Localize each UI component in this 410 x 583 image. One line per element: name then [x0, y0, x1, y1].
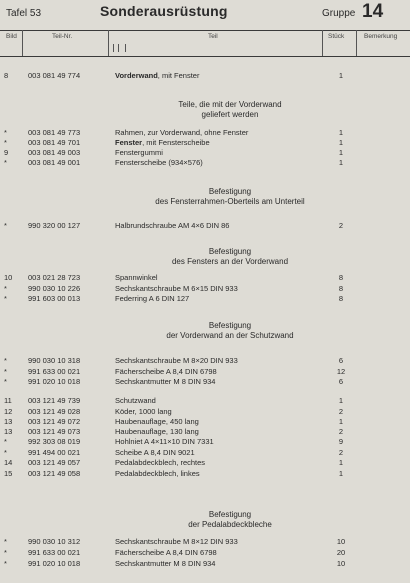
- teil-nr-cell: 003 121 49 739: [28, 396, 81, 405]
- teil-cell: Sechskantschraube M 8×20 DIN 933: [115, 356, 238, 365]
- table-row: [0, 427, 410, 437]
- column-divider: [22, 30, 23, 56]
- teil-nr-cell: 003 121 49 058: [28, 469, 81, 478]
- teil-cell: Fächerscheibe A 8,4 DIN 6798: [115, 548, 217, 557]
- table-row: [0, 437, 410, 447]
- bild-cell: *: [4, 294, 7, 303]
- teil-cell: Fenstergummi: [115, 148, 163, 157]
- section-heading-line: Befestigung: [208, 187, 252, 196]
- teil-nr-cell: 003 121 49 057: [28, 458, 81, 467]
- table-row: [0, 71, 410, 81]
- teil-cell: Pedalabdeckblech, linkes: [115, 469, 200, 478]
- teil-cell: Haubenauflage, 130 lang: [115, 427, 199, 436]
- page-header: [0, 0, 410, 30]
- teil-cell: Vorderwand, mit Fenster: [115, 71, 200, 80]
- column-header-teil-nr: Teil-Nr.: [52, 33, 73, 40]
- section-heading-line: des Fensters an der Vorderwand: [171, 257, 289, 266]
- bild-cell: 15: [4, 469, 13, 478]
- teil-cell: Spannwinkel: [115, 273, 158, 282]
- teil-nr-cell: 990 030 10 318: [28, 356, 81, 365]
- tafel-label: Tafel 53: [6, 8, 42, 19]
- section-heading-line: der Vorderwand an der Schutzwand: [166, 331, 294, 340]
- stueck-cell: 6: [338, 377, 344, 386]
- stueck-cell: 2: [338, 448, 344, 457]
- teil-cell: Scheibe A 8,4 DIN 9021: [115, 448, 195, 457]
- teil-nr-cell: 003 121 49 073: [28, 427, 81, 436]
- section-heading: [110, 100, 350, 120]
- bild-cell: 10: [4, 273, 13, 282]
- gruppe-number: 14: [362, 1, 384, 22]
- column-header-rule: [0, 56, 410, 57]
- section-heading-line: Befestigung: [208, 247, 252, 256]
- stueck-cell: 1: [338, 71, 344, 80]
- stueck-cell: 1: [338, 158, 344, 167]
- bild-cell: *: [4, 284, 7, 293]
- teil-nr-cell: 003 121 49 028: [28, 407, 81, 416]
- section-heading-line: Teile, die mit der Vorderwand: [178, 100, 282, 109]
- teil-cell: Federring A 6 DIN 127: [115, 294, 190, 303]
- stueck-cell: 1: [338, 138, 344, 147]
- teil-cell: Fenster, mit Fensterscheibe: [115, 138, 210, 147]
- teil-nr-cell: 003 081 49 701: [28, 138, 81, 147]
- bild-cell: 14: [4, 458, 13, 467]
- column-divider: [322, 30, 323, 56]
- table-row: [0, 356, 410, 366]
- teil-nr-cell: 991 494 00 021: [28, 448, 81, 457]
- bild-cell: 13: [4, 417, 13, 426]
- table-row: [0, 158, 410, 168]
- section-heading: [110, 321, 350, 341]
- column-divider: [356, 30, 357, 56]
- table-row: [0, 559, 410, 569]
- teil-nr-cell: 991 020 10 018: [28, 377, 81, 386]
- table-row: [0, 469, 410, 479]
- table-row: [0, 458, 410, 468]
- stueck-cell: 2: [338, 221, 344, 230]
- teil-nr-cell: 991 633 00 021: [28, 548, 81, 557]
- teil-cell: Halbrundschraube AM 4×6 DIN 86: [115, 221, 230, 230]
- teil-cell: Schutzwand: [115, 396, 156, 405]
- teil-name-bold: Fenster: [115, 138, 143, 147]
- table-row: [0, 273, 410, 283]
- teil-nr-cell: 003 081 49 003: [28, 148, 81, 157]
- teil-cell: Fensterscheibe (934×576): [115, 158, 203, 167]
- table-row: [0, 417, 410, 427]
- table-row: [0, 548, 410, 558]
- table-row: [0, 138, 410, 148]
- table-row: [0, 448, 410, 458]
- table-row: [0, 128, 410, 138]
- teil-cell: Sechskantschraube M 6×15 DIN 933: [115, 284, 238, 293]
- table-row: [0, 148, 410, 158]
- section-heading-line: Befestigung: [208, 321, 252, 330]
- teil-nr-cell: 991 020 10 018: [28, 559, 81, 568]
- table-row: [0, 537, 410, 547]
- stueck-cell: 1: [338, 458, 344, 467]
- bild-cell: 12: [4, 407, 13, 416]
- table-row: [0, 396, 410, 406]
- section-heading-line: geliefert werden: [201, 110, 259, 119]
- teil-nr-cell: 992 303 08 019: [28, 437, 81, 446]
- teil-cell: Hohlniet A 4×11×10 DIN 7331: [115, 437, 214, 446]
- bild-cell: *: [4, 138, 7, 147]
- bild-cell: *: [4, 437, 7, 446]
- table-row: [0, 294, 410, 304]
- teil-nr-cell: 990 320 00 127: [28, 221, 81, 230]
- stueck-cell: 1: [338, 417, 344, 426]
- stueck-cell: 1: [338, 469, 344, 478]
- bild-cell: 11: [4, 396, 12, 405]
- stueck-cell: 10: [336, 559, 346, 568]
- column-header-teil: Teil: [208, 33, 218, 40]
- stueck-cell: 20: [336, 548, 346, 557]
- teil-nr-cell: 003 021 28 723: [28, 273, 81, 282]
- bild-cell: *: [4, 377, 7, 386]
- teil-nr-cell: 003 121 49 072: [28, 417, 81, 426]
- bild-cell: *: [4, 128, 7, 137]
- teil-cell: Haubenauflage, 450 lang: [115, 417, 199, 426]
- teil-name-bold: Vorderwand: [115, 71, 158, 80]
- section-heading-line: des Fensterrahmen-Oberteils am Unterteil: [155, 197, 305, 206]
- section-heading-line: der Pedalabdeckbleche: [188, 520, 272, 529]
- column-header-bemerkung: Bemerkung: [364, 33, 398, 40]
- page-title: Sonderausrüstung: [100, 3, 228, 19]
- teil-nr-cell: 003 081 49 774: [28, 71, 81, 80]
- table-row: [0, 367, 410, 377]
- stueck-cell: 10: [336, 537, 346, 546]
- bild-cell: *: [4, 559, 7, 568]
- section-heading: [110, 510, 350, 530]
- section-heading-line: Befestigung: [208, 510, 252, 519]
- teil-nr-cell: 003 081 49 773: [28, 128, 81, 137]
- teil-nr-cell: 991 603 00 013: [28, 294, 81, 303]
- teil-cell: Fächerscheibe A 8,4 DIN 6798: [115, 367, 217, 376]
- stueck-cell: 2: [338, 407, 344, 416]
- teil-cell: Köder, 1000 lang: [115, 407, 172, 416]
- stueck-cell: 8: [338, 273, 344, 282]
- bild-cell: *: [4, 158, 7, 167]
- teil-cell: Pedalabdeckblech, rechtes: [115, 458, 206, 467]
- bild-cell: *: [4, 367, 7, 376]
- table-row: [0, 407, 410, 417]
- teil-cell: Sechskantmutter M 8 DIN 934: [115, 559, 216, 568]
- column-ticks: [113, 44, 133, 52]
- teil-nr-cell: 003 081 49 001: [28, 158, 81, 167]
- table-row: [0, 284, 410, 294]
- stueck-cell: 1: [338, 396, 344, 405]
- table-row: [0, 377, 410, 387]
- stueck-cell: 6: [338, 356, 344, 365]
- column-header-bild: Bild: [6, 33, 17, 40]
- teil-cell: Sechskantmutter M 8 DIN 934: [115, 377, 216, 386]
- header-rule: [0, 30, 410, 31]
- section-heading: [110, 247, 350, 267]
- teil-nr-cell: 991 633 00 021: [28, 367, 81, 376]
- bild-cell: *: [4, 356, 7, 365]
- column-divider: [108, 30, 109, 56]
- stueck-cell: 1: [338, 128, 344, 137]
- stueck-cell: 8: [338, 284, 344, 293]
- column-header-stueck: Stück: [328, 33, 345, 40]
- stueck-cell: 8: [338, 294, 344, 303]
- bild-cell: 9: [4, 148, 9, 157]
- bild-cell: *: [4, 548, 7, 557]
- bild-cell: *: [4, 221, 7, 230]
- bild-cell: *: [4, 448, 7, 457]
- gruppe-label: Gruppe: [322, 8, 356, 19]
- teil-cell: Rahmen, zur Vorderwand, ohne Fenster: [115, 128, 249, 137]
- teil-cell: Sechskantschraube M 8×12 DIN 933: [115, 537, 238, 546]
- stueck-cell: 9: [338, 437, 344, 446]
- section-heading: [110, 187, 350, 207]
- table-row: [0, 221, 410, 231]
- stueck-cell: 1: [338, 148, 344, 157]
- teil-nr-cell: 990 030 10 226: [28, 284, 81, 293]
- stueck-cell: 2: [338, 427, 344, 436]
- stueck-cell: 12: [336, 367, 346, 376]
- bild-cell: *: [4, 537, 7, 546]
- teil-nr-cell: 990 030 10 312: [28, 537, 81, 546]
- bild-cell: 8: [4, 71, 9, 80]
- bild-cell: 13: [4, 427, 13, 436]
